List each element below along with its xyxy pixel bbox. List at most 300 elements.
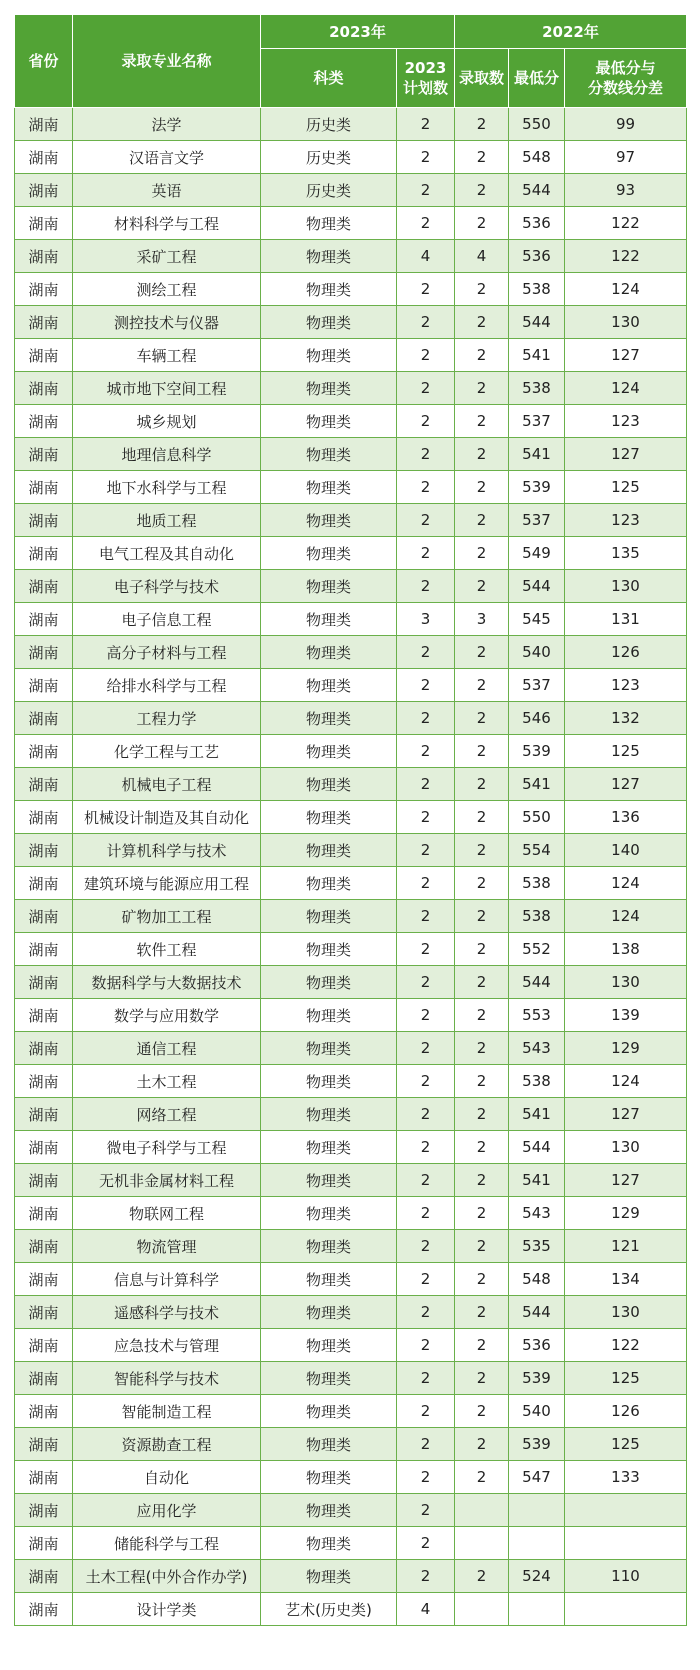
cell-plan-2023: 2 (397, 471, 455, 504)
cell-admitted: 2 (455, 471, 509, 504)
cell-major: 储能科学与工程 (73, 1527, 261, 1560)
cell-min-score: 538 (509, 1065, 565, 1098)
cell-admitted: 2 (455, 372, 509, 405)
cell-min-score: 541 (509, 1164, 565, 1197)
cell-score-diff: 97 (565, 141, 687, 174)
table-row (15, 669, 687, 702)
cell-category: 物理类 (261, 537, 397, 570)
table-row (15, 768, 687, 801)
cell-major: 信息与计算科学 (73, 1263, 261, 1296)
cell-admitted: 2 (455, 207, 509, 240)
cell-major: 化学工程与工艺 (73, 735, 261, 768)
cell-min-score: 541 (509, 438, 565, 471)
cell-province: 湖南 (15, 207, 73, 240)
cell-province: 湖南 (15, 933, 73, 966)
cell-min-score: 545 (509, 603, 565, 636)
table-header (15, 15, 687, 108)
header-year-2023: 2023年 (261, 15, 455, 49)
cell-min-score (509, 1593, 565, 1626)
cell-category: 物理类 (261, 768, 397, 801)
cell-major: 物联网工程 (73, 1197, 261, 1230)
cell-min-score: 546 (509, 702, 565, 735)
cell-province: 湖南 (15, 339, 73, 372)
cell-province: 湖南 (15, 867, 73, 900)
cell-admitted (455, 1527, 509, 1560)
cell-plan-2023: 2 (397, 1263, 455, 1296)
cell-plan-2023: 2 (397, 966, 455, 999)
cell-admitted (455, 1593, 509, 1626)
cell-category: 物理类 (261, 207, 397, 240)
cell-category: 物理类 (261, 636, 397, 669)
header-score-diff: 最低分与 分数线分差 (565, 49, 687, 108)
table-row (15, 1032, 687, 1065)
table-row (15, 504, 687, 537)
table-row (15, 141, 687, 174)
cell-category: 物理类 (261, 1527, 397, 1560)
cell-admitted: 2 (455, 768, 509, 801)
header-province: 省份 (15, 15, 73, 108)
cell-admitted: 2 (455, 1032, 509, 1065)
cell-major: 电子科学与技术 (73, 570, 261, 603)
cell-plan-2023: 2 (397, 1197, 455, 1230)
table-row (15, 966, 687, 999)
cell-min-score: 535 (509, 1230, 565, 1263)
cell-plan-2023: 2 (397, 1560, 455, 1593)
header-admitted: 录取数 (455, 49, 509, 108)
cell-plan-2023: 2 (397, 702, 455, 735)
cell-province: 湖南 (15, 471, 73, 504)
table-row (15, 1428, 687, 1461)
cell-plan-2023: 2 (397, 801, 455, 834)
cell-category: 物理类 (261, 372, 397, 405)
cell-major: 资源勘查工程 (73, 1428, 261, 1461)
cell-score-diff: 124 (565, 372, 687, 405)
cell-admitted: 2 (455, 702, 509, 735)
table-row (15, 702, 687, 735)
cell-plan-2023: 2 (397, 933, 455, 966)
cell-score-diff: 123 (565, 669, 687, 702)
cell-category: 物理类 (261, 504, 397, 537)
cell-plan-2023: 2 (397, 834, 455, 867)
cell-score-diff: 139 (565, 999, 687, 1032)
cell-major: 地理信息科学 (73, 438, 261, 471)
cell-category: 物理类 (261, 1164, 397, 1197)
cell-major: 物流管理 (73, 1230, 261, 1263)
cell-province: 湖南 (15, 537, 73, 570)
cell-province: 湖南 (15, 1329, 73, 1362)
cell-admitted: 2 (455, 1428, 509, 1461)
cell-plan-2023: 2 (397, 1131, 455, 1164)
cell-major: 土木工程(中外合作办学) (73, 1560, 261, 1593)
cell-score-diff: 135 (565, 537, 687, 570)
cell-category: 物理类 (261, 339, 397, 372)
cell-province: 湖南 (15, 900, 73, 933)
cell-province: 湖南 (15, 669, 73, 702)
cell-plan-2023: 2 (397, 900, 455, 933)
table-row (15, 174, 687, 207)
cell-admitted: 2 (455, 339, 509, 372)
cell-min-score: 538 (509, 900, 565, 933)
table-row (15, 537, 687, 570)
cell-min-score: 544 (509, 174, 565, 207)
cell-province: 湖南 (15, 504, 73, 537)
cell-min-score: 536 (509, 207, 565, 240)
cell-plan-2023: 2 (397, 1065, 455, 1098)
cell-province: 湖南 (15, 1098, 73, 1131)
table-row (15, 1527, 687, 1560)
cell-min-score: 537 (509, 669, 565, 702)
cell-province: 湖南 (15, 1527, 73, 1560)
cell-score-diff: 110 (565, 1560, 687, 1593)
table-row (15, 1164, 687, 1197)
cell-major: 测绘工程 (73, 273, 261, 306)
cell-score-diff: 122 (565, 207, 687, 240)
cell-major: 遥感科学与技术 (73, 1296, 261, 1329)
cell-min-score: 549 (509, 537, 565, 570)
cell-category: 物理类 (261, 306, 397, 339)
cell-plan-2023: 2 (397, 1461, 455, 1494)
cell-category: 物理类 (261, 801, 397, 834)
cell-plan-2023: 2 (397, 339, 455, 372)
cell-category: 物理类 (261, 1494, 397, 1527)
cell-min-score: 548 (509, 1263, 565, 1296)
cell-min-score: 548 (509, 141, 565, 174)
cell-admitted: 4 (455, 240, 509, 273)
table-row (15, 867, 687, 900)
cell-admitted: 2 (455, 1098, 509, 1131)
cell-admitted (455, 1494, 509, 1527)
cell-plan-2023: 2 (397, 1164, 455, 1197)
cell-plan-2023: 2 (397, 207, 455, 240)
cell-score-diff: 125 (565, 1428, 687, 1461)
cell-province: 湖南 (15, 174, 73, 207)
cell-score-diff: 138 (565, 933, 687, 966)
cell-score-diff: 127 (565, 339, 687, 372)
cell-score-diff: 132 (565, 702, 687, 735)
cell-province: 湖南 (15, 1296, 73, 1329)
cell-admitted: 2 (455, 636, 509, 669)
cell-min-score: 541 (509, 768, 565, 801)
table-row (15, 603, 687, 636)
cell-admitted: 2 (455, 1560, 509, 1593)
cell-major: 无机非金属材料工程 (73, 1164, 261, 1197)
cell-category: 物理类 (261, 1428, 397, 1461)
cell-min-score: 540 (509, 636, 565, 669)
cell-plan-2023: 2 (397, 768, 455, 801)
cell-score-diff: 124 (565, 273, 687, 306)
cell-plan-2023: 2 (397, 306, 455, 339)
cell-score-diff (565, 1527, 687, 1560)
table-row (15, 1461, 687, 1494)
cell-major: 英语 (73, 174, 261, 207)
cell-province: 湖南 (15, 834, 73, 867)
cell-score-diff: 123 (565, 405, 687, 438)
cell-province: 湖南 (15, 636, 73, 669)
cell-admitted: 2 (455, 834, 509, 867)
cell-admitted: 3 (455, 603, 509, 636)
cell-score-diff: 127 (565, 438, 687, 471)
cell-min-score: 553 (509, 999, 565, 1032)
cell-min-score: 539 (509, 735, 565, 768)
cell-score-diff: 131 (565, 603, 687, 636)
cell-score-diff: 122 (565, 240, 687, 273)
cell-score-diff: 125 (565, 735, 687, 768)
cell-plan-2023: 2 (397, 438, 455, 471)
cell-plan-2023: 4 (397, 240, 455, 273)
table-row (15, 1494, 687, 1527)
cell-min-score: 539 (509, 471, 565, 504)
cell-province: 湖南 (15, 768, 73, 801)
cell-category: 物理类 (261, 603, 397, 636)
cell-category: 历史类 (261, 174, 397, 207)
cell-admitted: 2 (455, 306, 509, 339)
cell-category: 物理类 (261, 405, 397, 438)
cell-min-score: 544 (509, 1131, 565, 1164)
cell-province: 湖南 (15, 240, 73, 273)
cell-min-score: 550 (509, 801, 565, 834)
cell-province: 湖南 (15, 306, 73, 339)
cell-major: 智能制造工程 (73, 1395, 261, 1428)
table-row (15, 735, 687, 768)
cell-admitted: 2 (455, 273, 509, 306)
cell-plan-2023: 2 (397, 1329, 455, 1362)
cell-score-diff: 134 (565, 1263, 687, 1296)
cell-score-diff: 126 (565, 1395, 687, 1428)
cell-category: 物理类 (261, 240, 397, 273)
cell-major: 应急技术与管理 (73, 1329, 261, 1362)
table-row (15, 207, 687, 240)
cell-plan-2023: 2 (397, 504, 455, 537)
cell-province: 湖南 (15, 273, 73, 306)
cell-admitted: 2 (455, 735, 509, 768)
cell-major: 通信工程 (73, 1032, 261, 1065)
table-row (15, 372, 687, 405)
cell-score-diff: 127 (565, 1098, 687, 1131)
table-row (15, 1065, 687, 1098)
cell-plan-2023: 2 (397, 999, 455, 1032)
cell-category: 物理类 (261, 735, 397, 768)
cell-score-diff: 127 (565, 768, 687, 801)
cell-major: 电子信息工程 (73, 603, 261, 636)
cell-category: 物理类 (261, 273, 397, 306)
cell-major: 设计学类 (73, 1593, 261, 1626)
cell-min-score: 536 (509, 1329, 565, 1362)
cell-score-diff (565, 1593, 687, 1626)
cell-admitted: 2 (455, 570, 509, 603)
table-row (15, 933, 687, 966)
cell-plan-2023: 2 (397, 570, 455, 603)
cell-category: 物理类 (261, 900, 397, 933)
cell-min-score: 543 (509, 1032, 565, 1065)
cell-score-diff: 129 (565, 1197, 687, 1230)
table-row (15, 636, 687, 669)
cell-major: 给排水科学与工程 (73, 669, 261, 702)
table-row (15, 834, 687, 867)
cell-admitted: 2 (455, 1296, 509, 1329)
cell-score-diff: 123 (565, 504, 687, 537)
cell-admitted: 2 (455, 405, 509, 438)
cell-min-score: 543 (509, 1197, 565, 1230)
table-row (15, 1395, 687, 1428)
cell-province: 湖南 (15, 1362, 73, 1395)
cell-min-score: 554 (509, 834, 565, 867)
cell-min-score: 547 (509, 1461, 565, 1494)
cell-min-score: 550 (509, 108, 565, 141)
cell-admitted: 2 (455, 1329, 509, 1362)
cell-plan-2023: 2 (397, 867, 455, 900)
admission-table-container (14, 14, 686, 1626)
cell-plan-2023: 2 (397, 405, 455, 438)
cell-plan-2023: 2 (397, 669, 455, 702)
cell-category: 物理类 (261, 1560, 397, 1593)
cell-min-score: 538 (509, 867, 565, 900)
cell-score-diff: 136 (565, 801, 687, 834)
table-row (15, 801, 687, 834)
cell-province: 湖南 (15, 603, 73, 636)
cell-admitted: 2 (455, 669, 509, 702)
cell-major: 地质工程 (73, 504, 261, 537)
table-row (15, 240, 687, 273)
cell-score-diff: 121 (565, 1230, 687, 1263)
cell-category: 历史类 (261, 141, 397, 174)
header-major: 录取专业名称 (73, 15, 261, 108)
cell-score-diff: 93 (565, 174, 687, 207)
cell-category: 物理类 (261, 1296, 397, 1329)
cell-category: 物理类 (261, 438, 397, 471)
cell-category: 物理类 (261, 570, 397, 603)
cell-score-diff: 125 (565, 1362, 687, 1395)
cell-category: 物理类 (261, 1461, 397, 1494)
header-category: 科类 (261, 49, 397, 108)
cell-plan-2023: 2 (397, 1230, 455, 1263)
cell-score-diff: 129 (565, 1032, 687, 1065)
table-row (15, 471, 687, 504)
cell-major: 机械设计制造及其自动化 (73, 801, 261, 834)
cell-score-diff: 124 (565, 900, 687, 933)
cell-plan-2023: 2 (397, 1098, 455, 1131)
table-row (15, 306, 687, 339)
cell-major: 法学 (73, 108, 261, 141)
cell-province: 湖南 (15, 1461, 73, 1494)
table-row (15, 1296, 687, 1329)
cell-major: 网络工程 (73, 1098, 261, 1131)
cell-min-score: 552 (509, 933, 565, 966)
cell-plan-2023: 4 (397, 1593, 455, 1626)
cell-admitted: 2 (455, 1164, 509, 1197)
cell-score-diff: 130 (565, 1296, 687, 1329)
cell-score-diff: 124 (565, 1065, 687, 1098)
table-row (15, 1230, 687, 1263)
cell-major: 微电子科学与工程 (73, 1131, 261, 1164)
cell-plan-2023: 2 (397, 1527, 455, 1560)
cell-major: 应用化学 (73, 1494, 261, 1527)
cell-plan-2023: 2 (397, 537, 455, 570)
cell-plan-2023: 2 (397, 1296, 455, 1329)
table-row (15, 1329, 687, 1362)
cell-admitted: 2 (455, 1461, 509, 1494)
cell-score-diff: 140 (565, 834, 687, 867)
header-min-score: 最低分 (509, 49, 565, 108)
cell-province: 湖南 (15, 966, 73, 999)
cell-province: 湖南 (15, 999, 73, 1032)
cell-category: 物理类 (261, 1263, 397, 1296)
header-plan-2023: 2023 计划数 (397, 49, 455, 108)
cell-category: 物理类 (261, 1197, 397, 1230)
cell-province: 湖南 (15, 405, 73, 438)
cell-major: 汉语言文学 (73, 141, 261, 174)
cell-admitted: 2 (455, 1131, 509, 1164)
cell-province: 湖南 (15, 1197, 73, 1230)
cell-min-score: 536 (509, 240, 565, 273)
cell-province: 湖南 (15, 372, 73, 405)
cell-admitted: 2 (455, 1263, 509, 1296)
cell-min-score: 544 (509, 306, 565, 339)
cell-score-diff: 124 (565, 867, 687, 900)
cell-category: 艺术(历史类) (261, 1593, 397, 1626)
cell-province: 湖南 (15, 702, 73, 735)
cell-major: 测控技术与仪器 (73, 306, 261, 339)
cell-category: 物理类 (261, 1098, 397, 1131)
cell-min-score: 541 (509, 339, 565, 372)
cell-admitted: 2 (455, 537, 509, 570)
cell-province: 湖南 (15, 1428, 73, 1461)
table-row (15, 1131, 687, 1164)
cell-major: 高分子材料与工程 (73, 636, 261, 669)
cell-major: 建筑环境与能源应用工程 (73, 867, 261, 900)
cell-province: 湖南 (15, 1494, 73, 1527)
cell-category: 物理类 (261, 669, 397, 702)
cell-min-score: 539 (509, 1362, 565, 1395)
cell-major: 采矿工程 (73, 240, 261, 273)
cell-plan-2023: 2 (397, 372, 455, 405)
cell-score-diff: 122 (565, 1329, 687, 1362)
cell-category: 物理类 (261, 1065, 397, 1098)
cell-plan-2023: 2 (397, 1494, 455, 1527)
cell-min-score: 544 (509, 570, 565, 603)
cell-category: 物理类 (261, 1329, 397, 1362)
cell-major: 城乡规划 (73, 405, 261, 438)
cell-category: 物理类 (261, 999, 397, 1032)
admission-table (14, 14, 687, 1626)
table-row (15, 900, 687, 933)
cell-score-diff: 125 (565, 471, 687, 504)
cell-min-score: 537 (509, 405, 565, 438)
cell-admitted: 2 (455, 504, 509, 537)
cell-score-diff: 126 (565, 636, 687, 669)
cell-min-score: 541 (509, 1098, 565, 1131)
table-row (15, 405, 687, 438)
cell-score-diff: 133 (565, 1461, 687, 1494)
cell-admitted: 2 (455, 174, 509, 207)
cell-category: 物理类 (261, 702, 397, 735)
cell-min-score: 538 (509, 273, 565, 306)
cell-major: 计算机科学与技术 (73, 834, 261, 867)
table-row (15, 108, 687, 141)
cell-province: 湖南 (15, 735, 73, 768)
cell-province: 湖南 (15, 801, 73, 834)
cell-category: 物理类 (261, 1395, 397, 1428)
cell-province: 湖南 (15, 1032, 73, 1065)
cell-plan-2023: 2 (397, 108, 455, 141)
cell-admitted: 2 (455, 1362, 509, 1395)
cell-min-score: 540 (509, 1395, 565, 1428)
cell-province: 湖南 (15, 1065, 73, 1098)
table-body (15, 108, 687, 1626)
table-row (15, 339, 687, 372)
cell-province: 湖南 (15, 1593, 73, 1626)
cell-category: 物理类 (261, 933, 397, 966)
cell-category: 物理类 (261, 834, 397, 867)
